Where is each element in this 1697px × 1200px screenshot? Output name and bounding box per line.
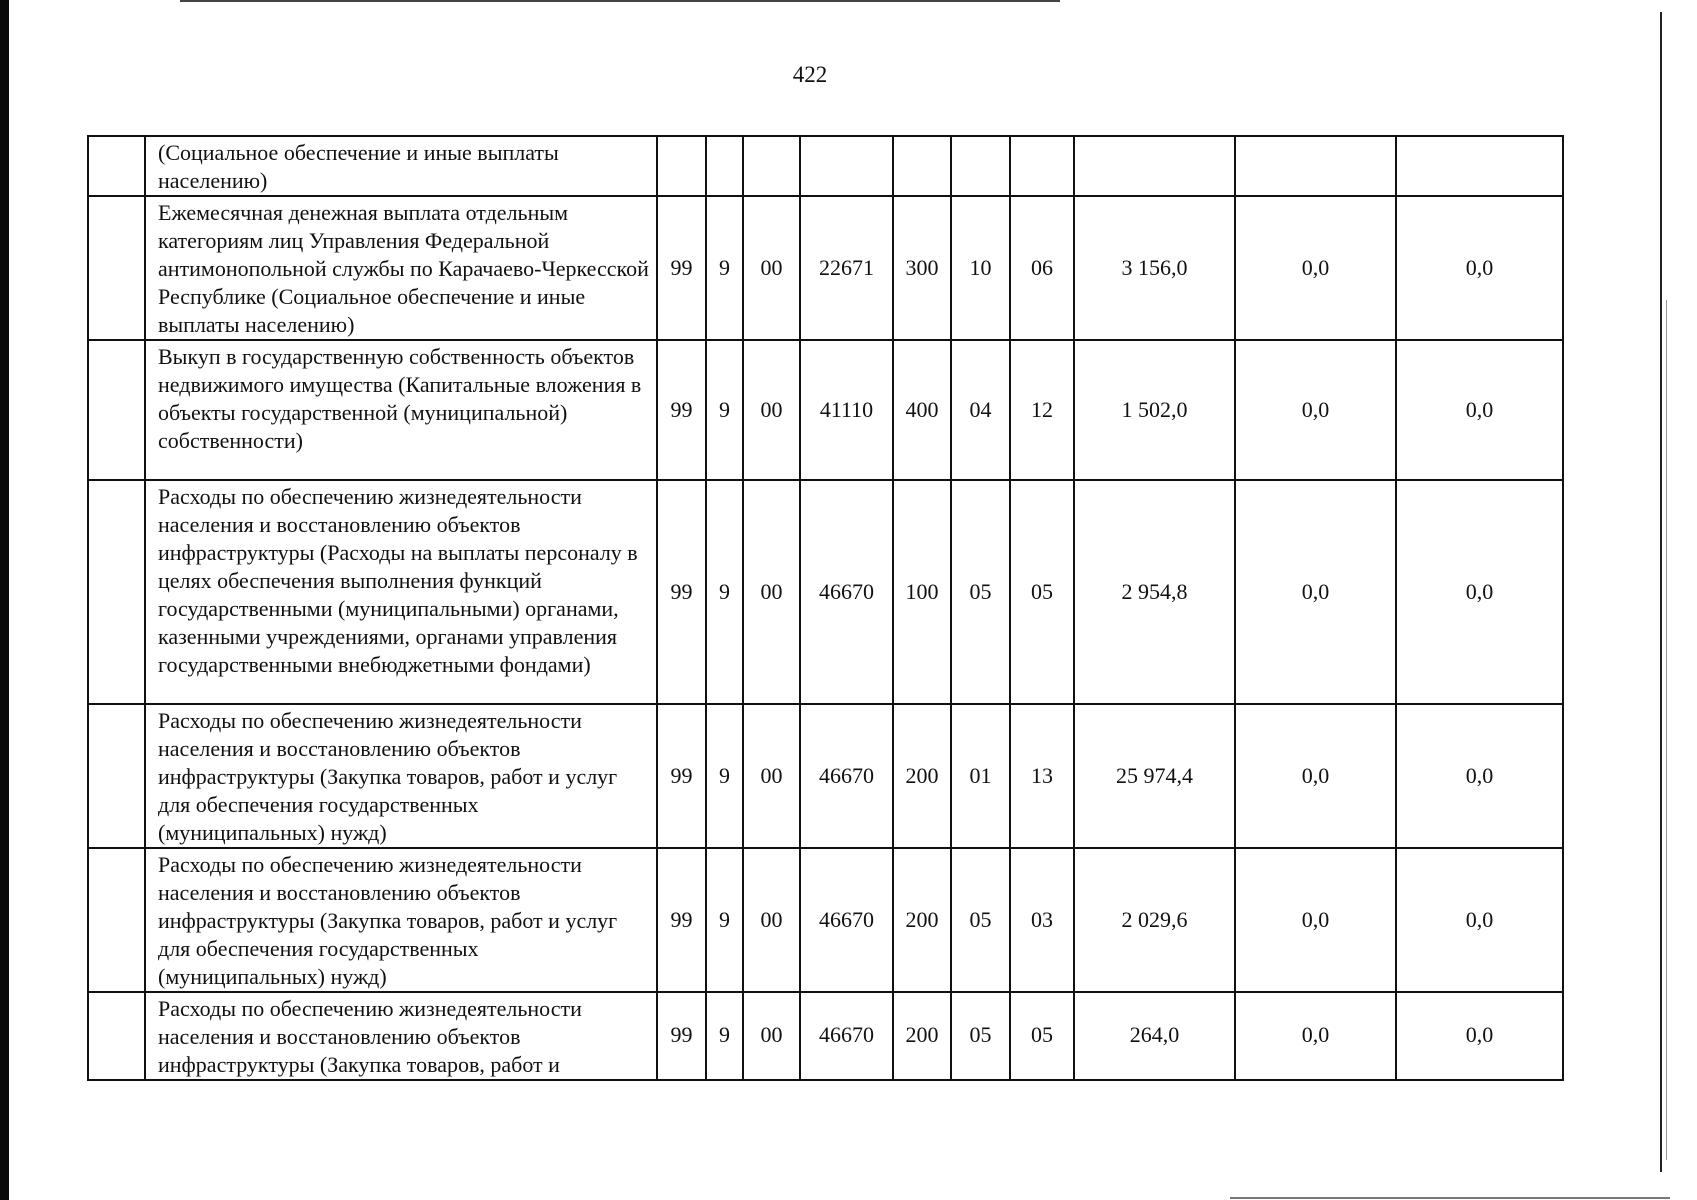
- subprogram-cell: 9: [706, 704, 743, 848]
- scan-right-margin-line-secondary: [1666, 300, 1667, 1160]
- expense-type-cell: 200: [893, 848, 951, 992]
- subsection-cell: 06: [1010, 196, 1074, 340]
- row-number-cell: [88, 704, 145, 848]
- amount-1-cell: 2 954,8: [1074, 480, 1235, 704]
- scan-top-rule: [180, 0, 1060, 2]
- amount-2-cell: 0,0: [1235, 480, 1396, 704]
- program-cell: 99: [657, 340, 706, 480]
- table-row: [88, 340, 1563, 480]
- amount-3-cell: 0,0: [1396, 340, 1563, 480]
- section-cell: 01: [951, 704, 1010, 848]
- amount-1-cell: [1074, 136, 1235, 196]
- subsection-cell: 12: [1010, 340, 1074, 480]
- row-number-cell: [88, 848, 145, 992]
- direction-cell: 00: [743, 196, 800, 340]
- code-cell: 22671: [800, 196, 893, 340]
- direction-cell: [743, 136, 800, 196]
- subsection-cell: 13: [1010, 704, 1074, 848]
- description-cell: Расходы по обеспечению жизнедеятельности населения и восстановлению объектов инфраструктуры (Закупка товаров, работ и услуг для обеспечения государственных (муниципальных) нужд): [145, 848, 657, 992]
- code-cell: 46670: [800, 704, 893, 848]
- expense-type-cell: [893, 136, 951, 196]
- table-row: [88, 704, 1563, 848]
- amount-1-cell: 25 974,4: [1074, 704, 1235, 848]
- section-cell: [951, 136, 1010, 196]
- direction-cell: 00: [743, 340, 800, 480]
- amount-3-cell: [1396, 136, 1563, 196]
- subsection-cell: 03: [1010, 848, 1074, 992]
- scan-right-margin-line: [1660, 12, 1662, 1172]
- description-cell: (Социальное обеспечение и иные выплаты населению): [145, 136, 657, 196]
- budget-table: [87, 135, 1564, 1081]
- subprogram-cell: 9: [706, 340, 743, 480]
- row-number-cell: [88, 992, 145, 1080]
- subsection-cell: [1010, 136, 1074, 196]
- amount-1-cell: 1 502,0: [1074, 340, 1235, 480]
- program-cell: 99: [657, 196, 706, 340]
- program-cell: 99: [657, 704, 706, 848]
- table-row: [88, 136, 1563, 196]
- row-number-cell: [88, 196, 145, 340]
- section-cell: 05: [951, 480, 1010, 704]
- direction-cell: 00: [743, 480, 800, 704]
- code-cell: 46670: [800, 992, 893, 1080]
- subprogram-cell: 9: [706, 992, 743, 1080]
- amount-3-cell: 0,0: [1396, 848, 1563, 992]
- section-cell: 04: [951, 340, 1010, 480]
- amount-2-cell: [1235, 136, 1396, 196]
- code-cell: 46670: [800, 848, 893, 992]
- description-cell: Выкуп в государственную собственность объектов недвижимого имущества (Капитальные вложения в объекты государственной (муниципальной) собственности): [145, 340, 657, 480]
- subprogram-cell: 9: [706, 480, 743, 704]
- expense-type-cell: 200: [893, 992, 951, 1080]
- row-number-cell: [88, 480, 145, 704]
- program-cell: 99: [657, 992, 706, 1080]
- expense-type-cell: 200: [893, 704, 951, 848]
- program-cell: [657, 136, 706, 196]
- section-cell: 05: [951, 848, 1010, 992]
- direction-cell: 00: [743, 704, 800, 848]
- direction-cell: 00: [743, 992, 800, 1080]
- subsection-cell: 05: [1010, 480, 1074, 704]
- subprogram-cell: 9: [706, 848, 743, 992]
- program-cell: 99: [657, 480, 706, 704]
- amount-3-cell: 0,0: [1396, 196, 1563, 340]
- direction-cell: 00: [743, 848, 800, 992]
- description-cell: Ежемесячная денежная выплата отдельным категориям лиц Управления Федеральной антимонопольной службы по Карачаево-Черкесской Республике (Социальное обеспечение и иные выплаты населению): [145, 196, 657, 340]
- expense-type-cell: 300: [893, 196, 951, 340]
- code-cell: 41110: [800, 340, 893, 480]
- description-cell: Расходы по обеспечению жизнедеятельности населения и восстановлению объектов инфраструктуры (Расходы на выплаты персоналу в целях обеспечения выполнения функций государственными (муниципальными) органами, казенными учреждениями, органами управления государственными внебюджетными фондами): [145, 480, 657, 704]
- amount-1-cell: 3 156,0: [1074, 196, 1235, 340]
- table-row: [88, 992, 1563, 1080]
- section-cell: 05: [951, 992, 1010, 1080]
- subprogram-cell: 9: [706, 196, 743, 340]
- amount-2-cell: 0,0: [1235, 848, 1396, 992]
- code-cell: [800, 136, 893, 196]
- row-number-cell: [88, 136, 145, 196]
- expense-type-cell: 100: [893, 480, 951, 704]
- description-cell: Расходы по обеспечению жизнедеятельности населения и восстановлению объектов инфраструктуры (Закупка товаров, работ и услуг для обеспечения государственных (муниципальных) нужд): [145, 704, 657, 848]
- program-cell: 99: [657, 848, 706, 992]
- amount-2-cell: 0,0: [1235, 992, 1396, 1080]
- amount-2-cell: 0,0: [1235, 196, 1396, 340]
- code-cell: 46670: [800, 480, 893, 704]
- subsection-cell: 05: [1010, 992, 1074, 1080]
- expense-type-cell: 400: [893, 340, 951, 480]
- amount-2-cell: 0,0: [1235, 704, 1396, 848]
- subprogram-cell: [706, 136, 743, 196]
- table-row: [88, 848, 1563, 992]
- scan-edge-left: [0, 0, 9, 1200]
- row-number-cell: [88, 340, 145, 480]
- amount-3-cell: 0,0: [1396, 480, 1563, 704]
- amount-3-cell: 0,0: [1396, 704, 1563, 848]
- description-cell: Расходы по обеспечению жизнедеятельности населения и восстановлению объектов инфраструктуры (Закупка товаров, работ и: [145, 992, 657, 1080]
- table-row: [88, 196, 1563, 340]
- scan-bottom-rule: [1230, 1197, 1670, 1199]
- table-row: [88, 480, 1563, 704]
- amount-3-cell: 0,0: [1396, 992, 1563, 1080]
- amount-1-cell: 2 029,6: [1074, 848, 1235, 992]
- amount-2-cell: 0,0: [1235, 340, 1396, 480]
- amount-1-cell: 264,0: [1074, 992, 1235, 1080]
- page-number: 422: [792, 62, 828, 87]
- section-cell: 10: [951, 196, 1010, 340]
